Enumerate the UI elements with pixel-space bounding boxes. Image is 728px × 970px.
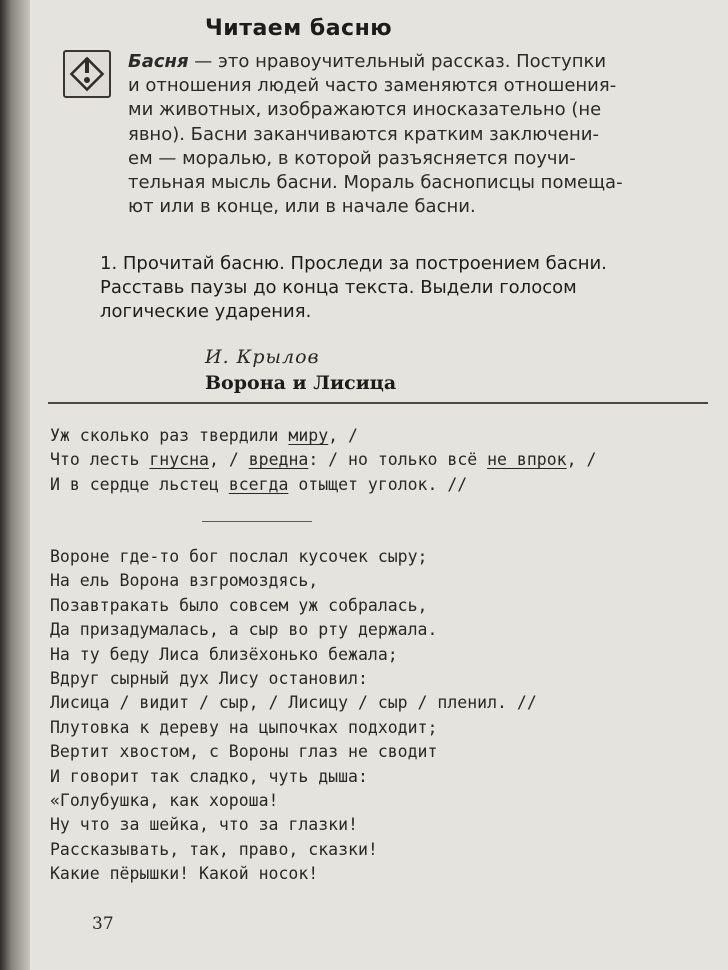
fable-definition	[128, 50, 684, 219]
moral-line	[50, 473, 710, 497]
fable-title: Ворона и Лисица	[205, 372, 397, 394]
definition-term: Басня	[128, 51, 189, 72]
moral-line	[50, 424, 710, 448]
moral-text: , /	[208, 450, 249, 470]
definition-line: и отношения людей часто заменяются отношения-	[128, 75, 617, 97]
fable-moral	[50, 424, 710, 497]
poem-line: Рассказывать, так, право, сказки!	[50, 839, 378, 859]
fable-text	[50, 545, 710, 887]
exercise-task	[100, 252, 700, 324]
task-line: Расставь паузы до конца текста. Выдели голосом	[100, 277, 577, 298]
moral-text: Уж сколько раз твердили	[50, 426, 289, 445]
page-number: 37	[92, 914, 114, 934]
poem-line: Лисица / видит / сыр, / Лисицу / сыр / пленил. //	[50, 693, 537, 713]
task-line: логические ударения.	[100, 301, 312, 322]
definition-line: тельная мысль басни. Мораль баснописцы помеща-	[128, 172, 623, 194]
moral-text: , /	[566, 450, 597, 470]
page-gutter	[0, 0, 30, 970]
short-divider	[202, 521, 312, 522]
poem-line: Плутовка к дереву на цыпочках подходит;	[50, 717, 438, 737]
stressed-word: гнусна	[149, 450, 209, 470]
stressed-word: миру	[288, 426, 329, 445]
exclamation-icon	[63, 50, 111, 98]
definition-line: явно). Басни заканчиваются кратким заключени-	[128, 123, 599, 145]
poem-line: Вертит хвостом, с Вороны глаз не сводит	[50, 742, 438, 762]
stressed-word: вредна	[248, 450, 309, 470]
author-name: И. Крылов	[205, 346, 320, 368]
poem-line: На ту беду Лиса близёхонько бежала;	[50, 644, 398, 664]
textbook-page	[30, 0, 728, 970]
definition-line: ем — моралью, в которой разъясняется поучи-	[128, 147, 576, 169]
poem-line: И говорит так сладко, чуть дыша:	[50, 766, 368, 786]
stressed-word: всегда	[228, 474, 289, 494]
poem-line: Ну что за шейка, что за глазки!	[50, 815, 358, 835]
poem-line: На ель Ворона взгромоздясь,	[50, 571, 319, 591]
section-heading: Читаем басню	[205, 16, 393, 41]
divider	[48, 402, 708, 404]
definition-line: ми животных, изображаются иносказательно (не	[128, 99, 602, 121]
poem-line: «Голубушка, как хороша!	[50, 791, 279, 811]
poem-line: Позавтракать было совсем уж собралась,	[50, 595, 428, 615]
moral-text: Что лесть	[50, 450, 150, 470]
poem-line: Да призадумалась, а сыр во рту держала.	[50, 620, 438, 640]
task-line: 1. Прочитай басню. Проследи за построением басни.	[100, 253, 607, 274]
definition-line: — это нравоучительный рассказ. Поступки	[188, 51, 607, 72]
poem-line: Вороне где-то бог послал кусочек сыру;	[50, 547, 428, 566]
stressed-word: не впрок	[487, 450, 567, 470]
moral-text: , /	[328, 426, 358, 445]
moral-text: : / но только всё	[308, 450, 488, 470]
moral-text: отыщет уголок. //	[288, 474, 468, 494]
poem-line: Вдруг сырный дух Лису остановил:	[50, 669, 368, 689]
definition-line: ют или в конце, или в начале басни.	[128, 196, 476, 218]
moral-line	[50, 448, 710, 472]
moral-text: И в сердце льстец	[50, 474, 229, 494]
poem-line: Какие пёрышки! Какой носок!	[50, 864, 319, 884]
